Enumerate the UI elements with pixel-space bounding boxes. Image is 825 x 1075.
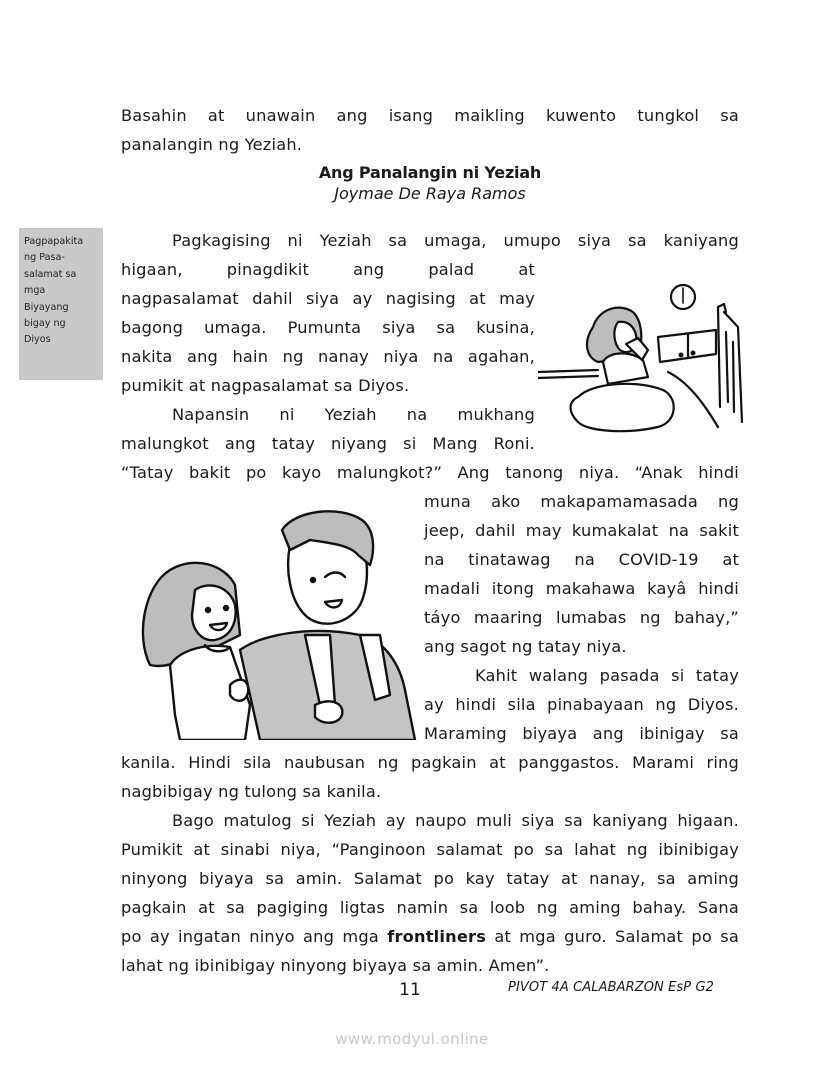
sidebar-line: Biyayang [24,301,69,313]
story-author: Joymae De Raya Ramos [334,184,526,203]
paragraph-line: Napansin ni Yeziah na mukhang [172,405,535,424]
sidebar-line: bigay ng [24,318,66,330]
sidebar-line: mga [24,285,46,297]
paragraph-line: Pumikit at sinabi niya, “Panginoon salamat po sa lahat ng ibinibigay [121,840,739,859]
paragraph-line: na tinatawag na COVID-19 at [424,550,739,569]
paragraph-line: pumikit at nagpasalamat sa Diyos. [121,376,410,395]
girl-praying-illustration [538,272,743,437]
intro-line: Basahin at unawain ang isang maikling kuwento tungkol sa [121,106,739,125]
sidebar-line: Diyos [24,334,51,346]
paragraph-line: “Tatay bakit po kayo malungkot?” Ang tanong niya. “Anak hindi [121,463,739,482]
paragraph-line: nakita ang hain ng nanay niya na agahan, [121,347,535,366]
lesson-sidebar-tag [19,228,103,380]
paragraph-line: Kahit walang pasada si tatay [475,666,739,685]
sidebar-line: salamat sa [24,268,77,280]
paragraph-line [121,922,739,951]
text-span: po ay ingatan ninyo ang mga [121,927,388,946]
paragraph-line: Bago matulog si Yeziah ay naupo muli siya sa kaniyang higaan. [172,811,739,830]
sidebar-line: Pagpapakita [24,236,84,247]
paragraph-line: malungkot ang tatay niyang si Mang Roni. [121,434,535,453]
sidebar-line: ng Pasa- [24,252,65,264]
paragraph-line: higaan, pinagdikit ang palad at [121,260,535,279]
module-label: PIVOT 4A CALABARZON EsP G2 [508,980,715,995]
story-title: Ang Panalangin ni Yeziah [318,163,542,182]
intro-line: panalangin ng Yeziah. [121,135,303,154]
paragraph-line: ang sagot ng tatay niya. [424,637,627,656]
frontliners-keyword: frontliners [387,927,487,946]
paragraph-line: muna ako makapamamasada ng [424,492,739,511]
paragraph-line: madali itong makahawa kayâ hindi [424,579,739,598]
paragraph-line: nagbibigay ng tulong sa kanila. [121,782,382,801]
paragraph-line: kanila. Hindi sila naubusan ng pagkain at panggastos. Marami ring [121,753,739,772]
paragraph-line: ninyong biyaya sa amin. Salamat po kay tatay at nanay, sa aming [121,869,739,888]
text-span: at mga guro. Salamat po sa [486,927,739,946]
paragraph-line: bagong umaga. Pumunta siya sa kusina, [121,318,535,337]
paragraph-line: jeep, dahil may kumakalat na sakit [424,521,739,540]
paragraph-line: nagpasalamat dahil siya ay nagising at may [121,289,535,308]
father-daughter-illustration [130,505,420,740]
paragraph-line: lahat ng ibinibigay ninyong biyaya sa amin. Amen”. [121,956,550,975]
watermark: www.modyul.online [335,1030,489,1048]
paragraph-line: pagkain at sa pagiging ligtas namin sa loob ng aming bahay. Sana [121,898,739,917]
paragraph-line: Maraming biyaya ang ibinigay sa [424,724,739,743]
paragraph-line: táyo maaring lumabas ng bahay,” [424,608,739,627]
page-number: 11 [399,980,421,1000]
paragraph-line: ay hindi sila pinabayaan ng Diyos. [424,695,739,714]
paragraph-line: Pagkagising ni Yeziah sa umaga, umupo siya sa kaniyang [172,231,739,250]
